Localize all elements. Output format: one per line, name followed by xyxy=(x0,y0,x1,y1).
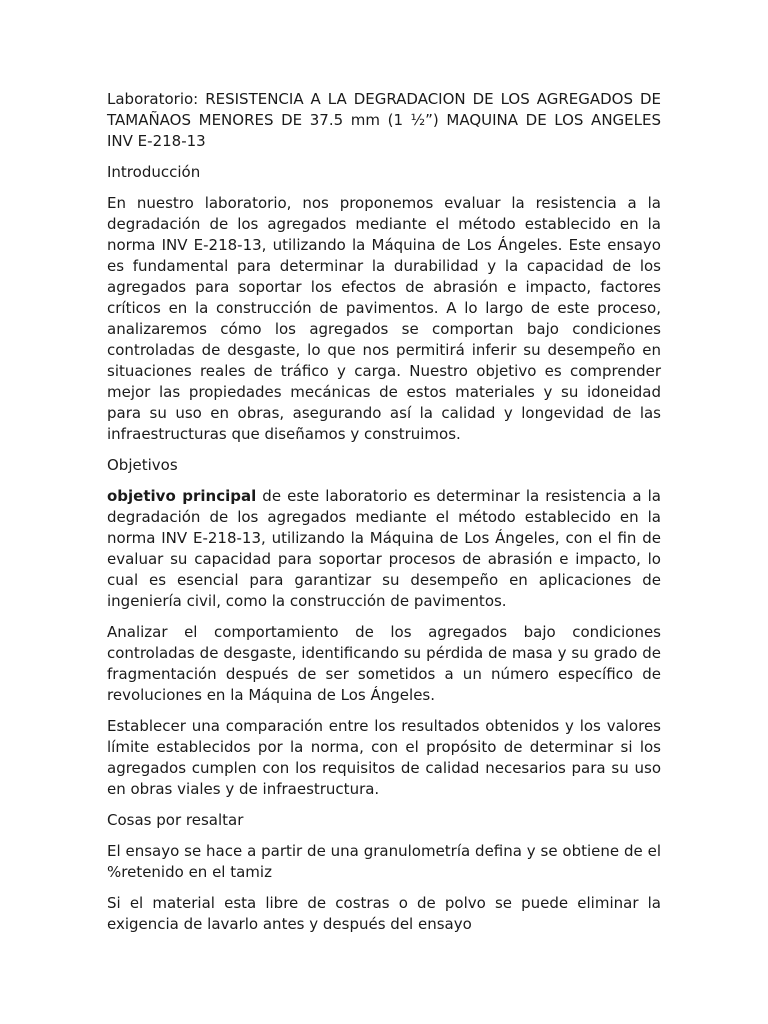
note-2-paragraph: Si el material esta libre de costras o de polvo se puede eliminar la exigencia de lavarlo antes y después del ensayo xyxy=(107,894,661,933)
objective-main-bold: objetivo principal xyxy=(107,487,257,505)
objective-2-paragraph: Analizar el comportamiento de los agregados bajo condiciones controladas de desgaste, identificando su pérdida de masa y su grado de fragmentación después de ser sometidos a un número específico de revoluciones en la Máquina de Los Ángeles. xyxy=(107,623,661,704)
note-1-paragraph: El ensayo se hace a partir de una granulometría defina y se obtiene de el %retenido en el tamiz xyxy=(107,842,661,881)
objective-main-text: de este laboratorio es determinar la resistencia a la degradación de los agregados mediante el método establecido en la norma INV E-218-13, utilizando la Máquina de Los Ángeles, con el fin de evaluar su capacidad para soportar procesos de abrasión e impacto, lo cual es esencial para garantizar su desempeño en aplicaciones de ingeniería civil, como la construcción de pavimentos. xyxy=(107,487,661,610)
intro-paragraph: En nuestro laboratorio, nos proponemos evaluar la resistencia a la degradación de los agregados mediante el método establecido en la norma INV E-218-13, utilizando la Máquina de Los Ángeles. Este ensayo es fundamental para determinar la durabilidad y la capacidad de los agregados para soportar los efectos de abrasión e impacto, factores críticos en la construcción de pavimentos. A lo largo de este proceso, analizaremos cómo los agregados se comportan bajo condiciones controladas de desgaste, lo que nos permitirá inferir su desempeño en situaciones reales de tráfico y carga. Nuestro objetivo es comprender mejor las propiedades mecánicas de estos materiales y su idoneidad para su uso en obras, asegurando así la calidad y longevidad de las infraestructuras que diseñamos y construimos. xyxy=(107,194,661,443)
intro-heading: Introducción xyxy=(107,163,201,181)
document-title: Laboratorio: RESISTENCIA A LA DEGRADACION DE LOS AGREGADOS DE TAMAÑAOS MENORES DE 37.5 mm (1 ½”) MAQUINA DE LOS ANGELES INV E-218-13 xyxy=(107,90,661,150)
document-page xyxy=(107,89,661,945)
objective-main-paragraph xyxy=(107,486,661,612)
objectives-heading: Objetivos xyxy=(107,456,178,474)
objective-3-paragraph: Establecer una comparación entre los resultados obtenidos y los valores límite establecidos por la norma, con el propósito de determinar si los agregados cumplen con los requisitos de calidad necesarios para su uso en obras viales y de infraestructura. xyxy=(107,717,661,798)
notes-heading: Cosas por resaltar xyxy=(107,811,244,829)
